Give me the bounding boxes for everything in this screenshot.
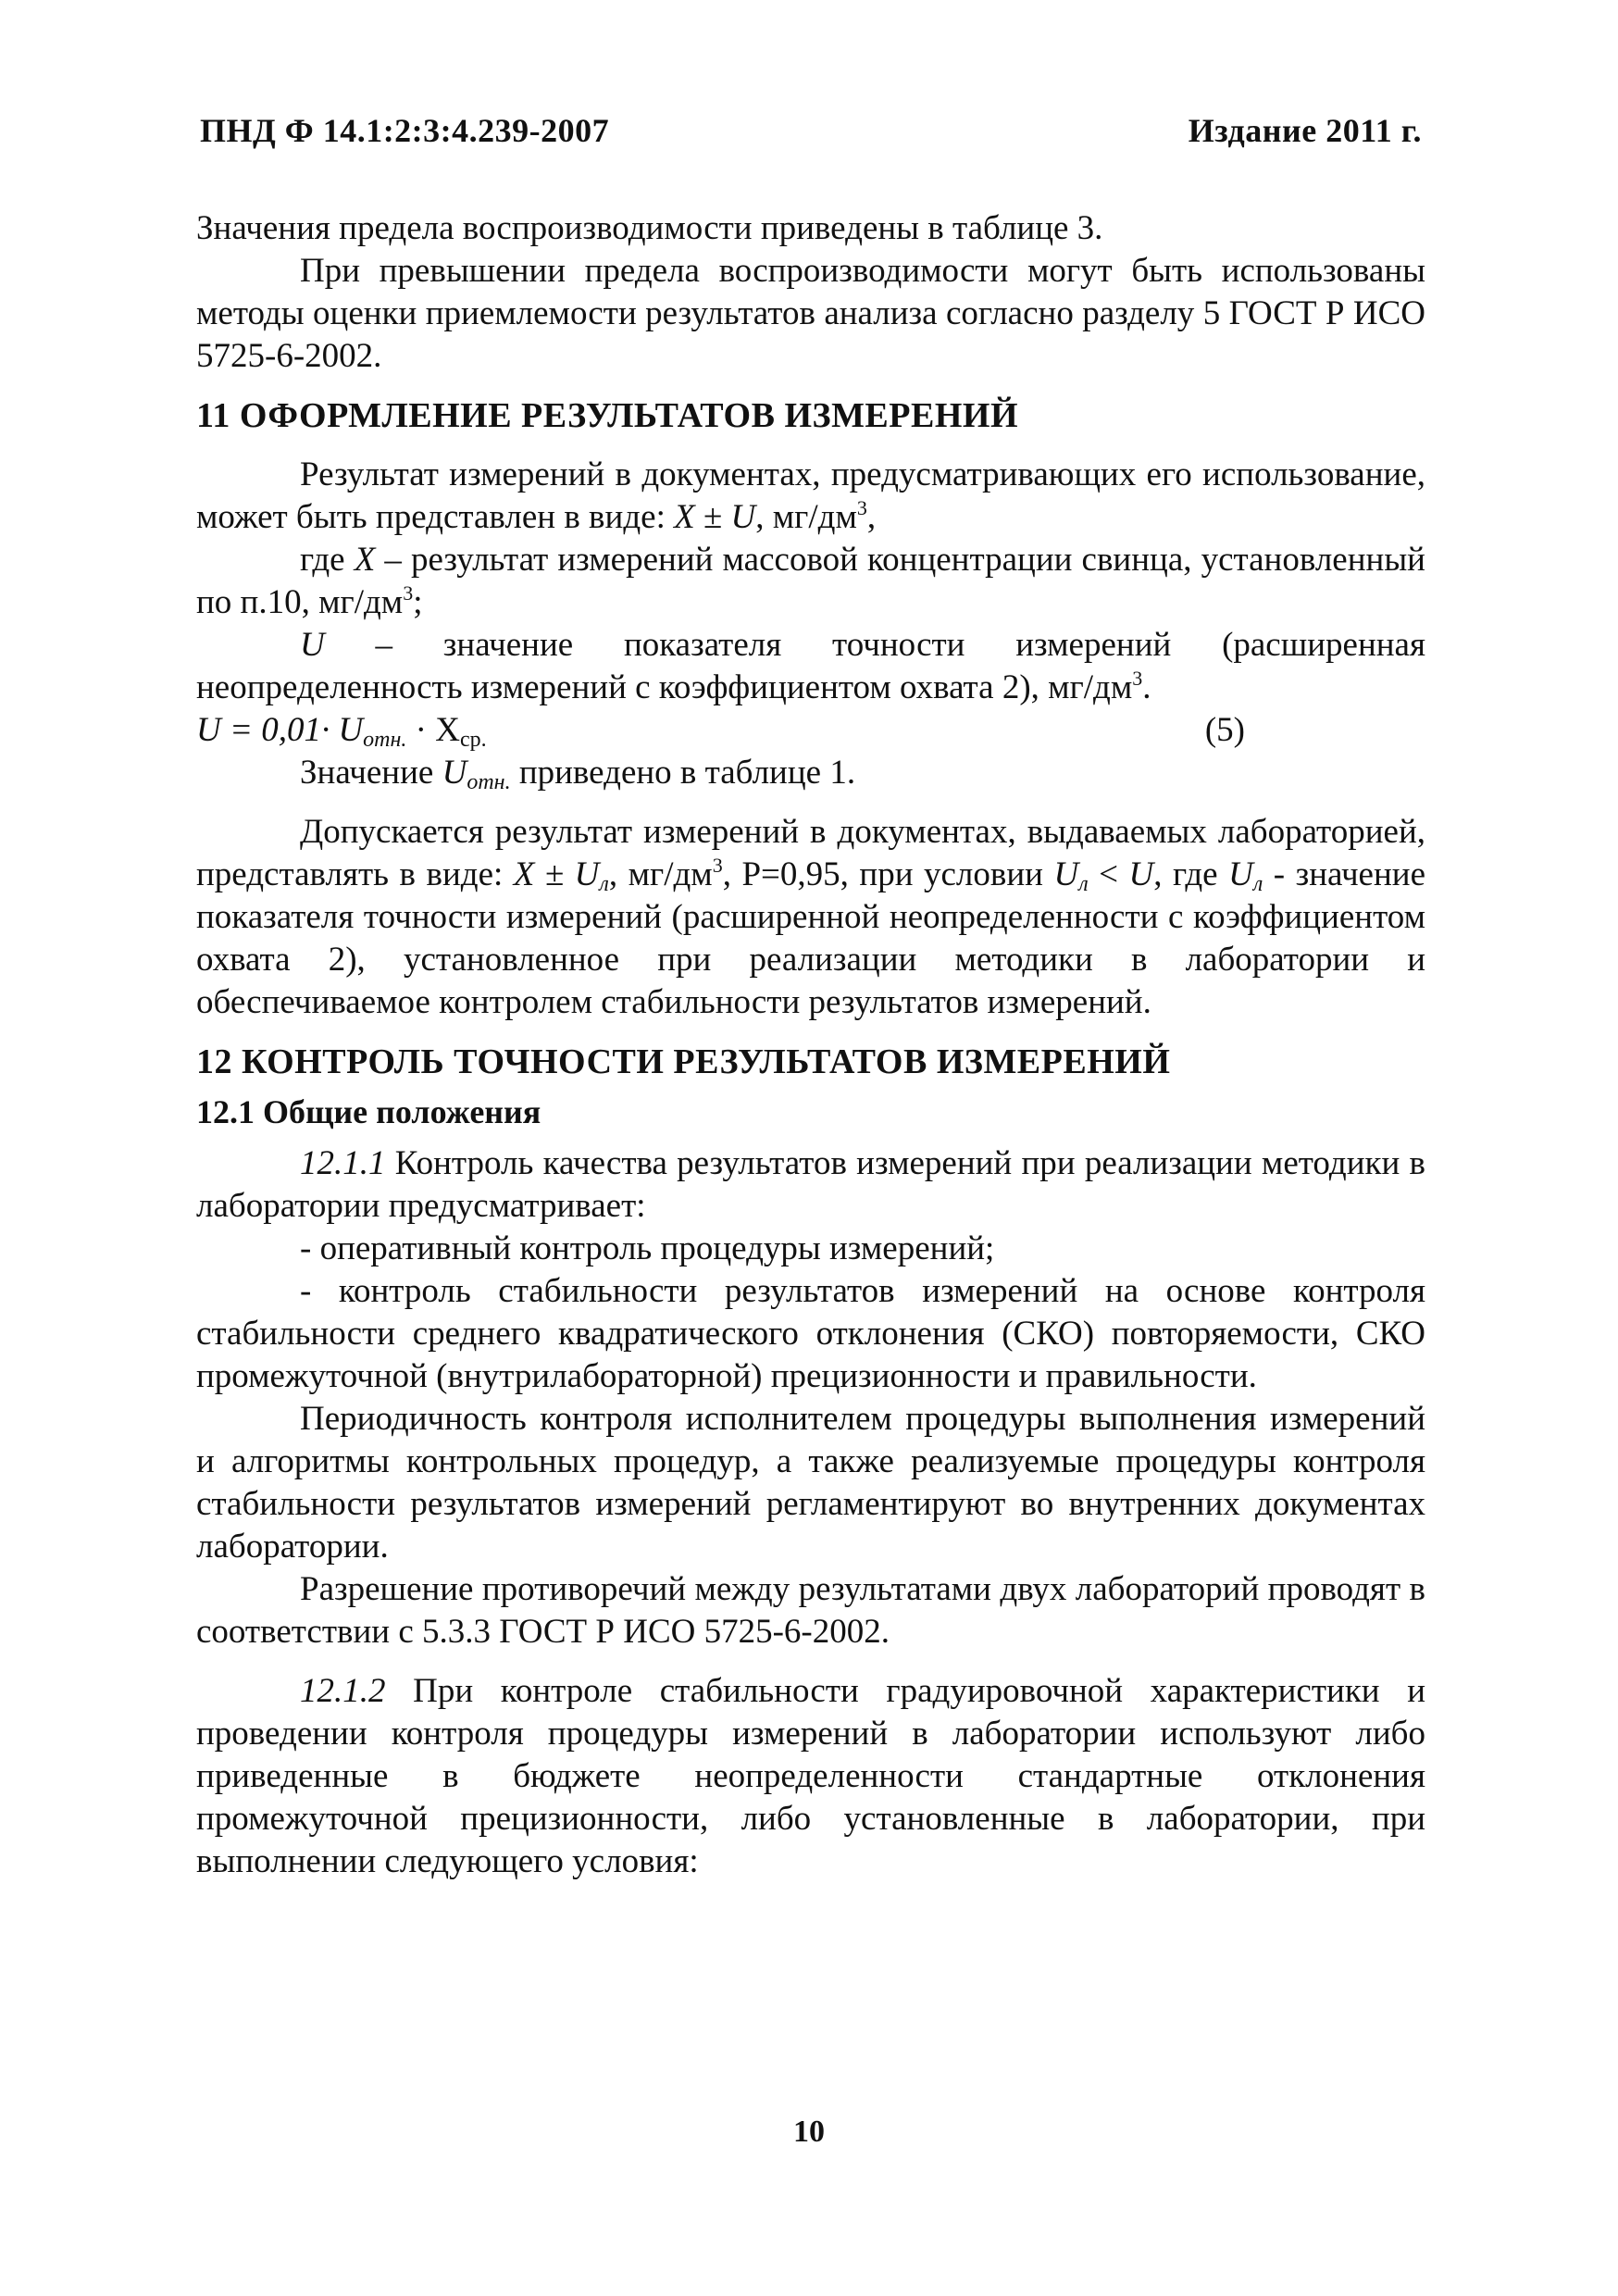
paragraph: Периодичность контроля исполнителем процедуры выполнения измерений и алгоритмы контрольных процедур, а также реализуемые процедуры контроля стабильности результатов измерений регламентируют во внутренних документах лаборатории. [196,1400,1425,1566]
document-code: ПНД Ф 14.1:2:3:4.239-2007 [200,112,610,149]
paragraph: 12.1.2 При контроле стабильности градуировочной характеристики и проведении контроля процедуры измерений в лаборатории используют либо приведенные в бюджете неопределенности стандартные отклонения промежуточной прецизионности, либо установленные в лаборатории, при выполнении следующего условия: [196,1672,1425,1880]
paragraph: Разрешение противоречий между результатами двух лабораторий проводят в соответствии с 5.3.3 ГОСТ Р ИСО 5725-6-2002. [196,1570,1425,1651]
subsection-heading-12-1: 12.1 Общие положения [196,1093,541,1130]
paragraph: Значения предела воспроизводимости приведены в таблице 3. [196,209,1103,247]
list-item: - оперативный контроль процедуры измерений; [300,1229,995,1267]
paragraph: Допускается результат измерений в документах, выдаваемых лабораторией, представлять в виде: $X \pm U_л$, $мг/дм^3$, P=0,95, при условии $U_л < U$, где $U_л$ - значение показателя точности измерений (расширенной неопределенности с коэффициентом охвата 2), установленное при реализации методики в лаборатории и обеспечиваемое контролем стабильности результатов измерений. [196,813,1425,1021]
list-item: - контроль стабильности результатов измерений на основе контроля стабильности среднего квадратического отклонения (СКО) повторяемости, СКО промежуточной (внутрилабораторной) прецизионности и правильности. [196,1272,1425,1395]
equation-5: $U = 0,01\cdot U_{отн.} \cdot X_{ср.}$ (5) [196,711,1245,752]
paragraph: U – значение показателя точности измерений (расширенная неопределенность измерений с коэффициентом охвата 2), $мг/дм^3$. [196,626,1425,706]
page-number: 10 [793,2115,825,2149]
equation-number: (5) [1204,711,1245,749]
document-body [196,207,1425,1883]
paragraph: При превышении предела воспроизводимости могут быть использованы методы оценки приемлемости результатов анализа согласно разделу 5 ГОСТ Р ИСО 5725-6-2002. [196,252,1425,375]
section-heading-12: 12 КОНТРОЛЬ ТОЧНОСТИ РЕЗУЛЬТАТОВ ИЗМЕРЕНИЙ [196,1042,1171,1081]
section-heading-11: 11 ОФОРМЛЕНИЕ РЕЗУЛЬТАТОВ ИЗМЕРЕНИЙ [196,396,1019,435]
paragraph: Значение $U_{отн.}$ приведено в таблице 1. [300,754,856,794]
edition-label: Издание 2011 г. [1188,112,1422,149]
paragraph: где X – результат измерений массовой концентрации свинца, установленный по п.10, $мг/дм^3$; [196,541,1425,621]
paragraph: 12.1.1 Контроль качества результатов измерений при реализации методики в лаборатории предусматривает: [196,1144,1425,1225]
paragraph: Результат измерений в документах, предусматривающих его использование, может быть представлен в виде: X ± U, $мг/дм^3$, [196,455,1425,536]
